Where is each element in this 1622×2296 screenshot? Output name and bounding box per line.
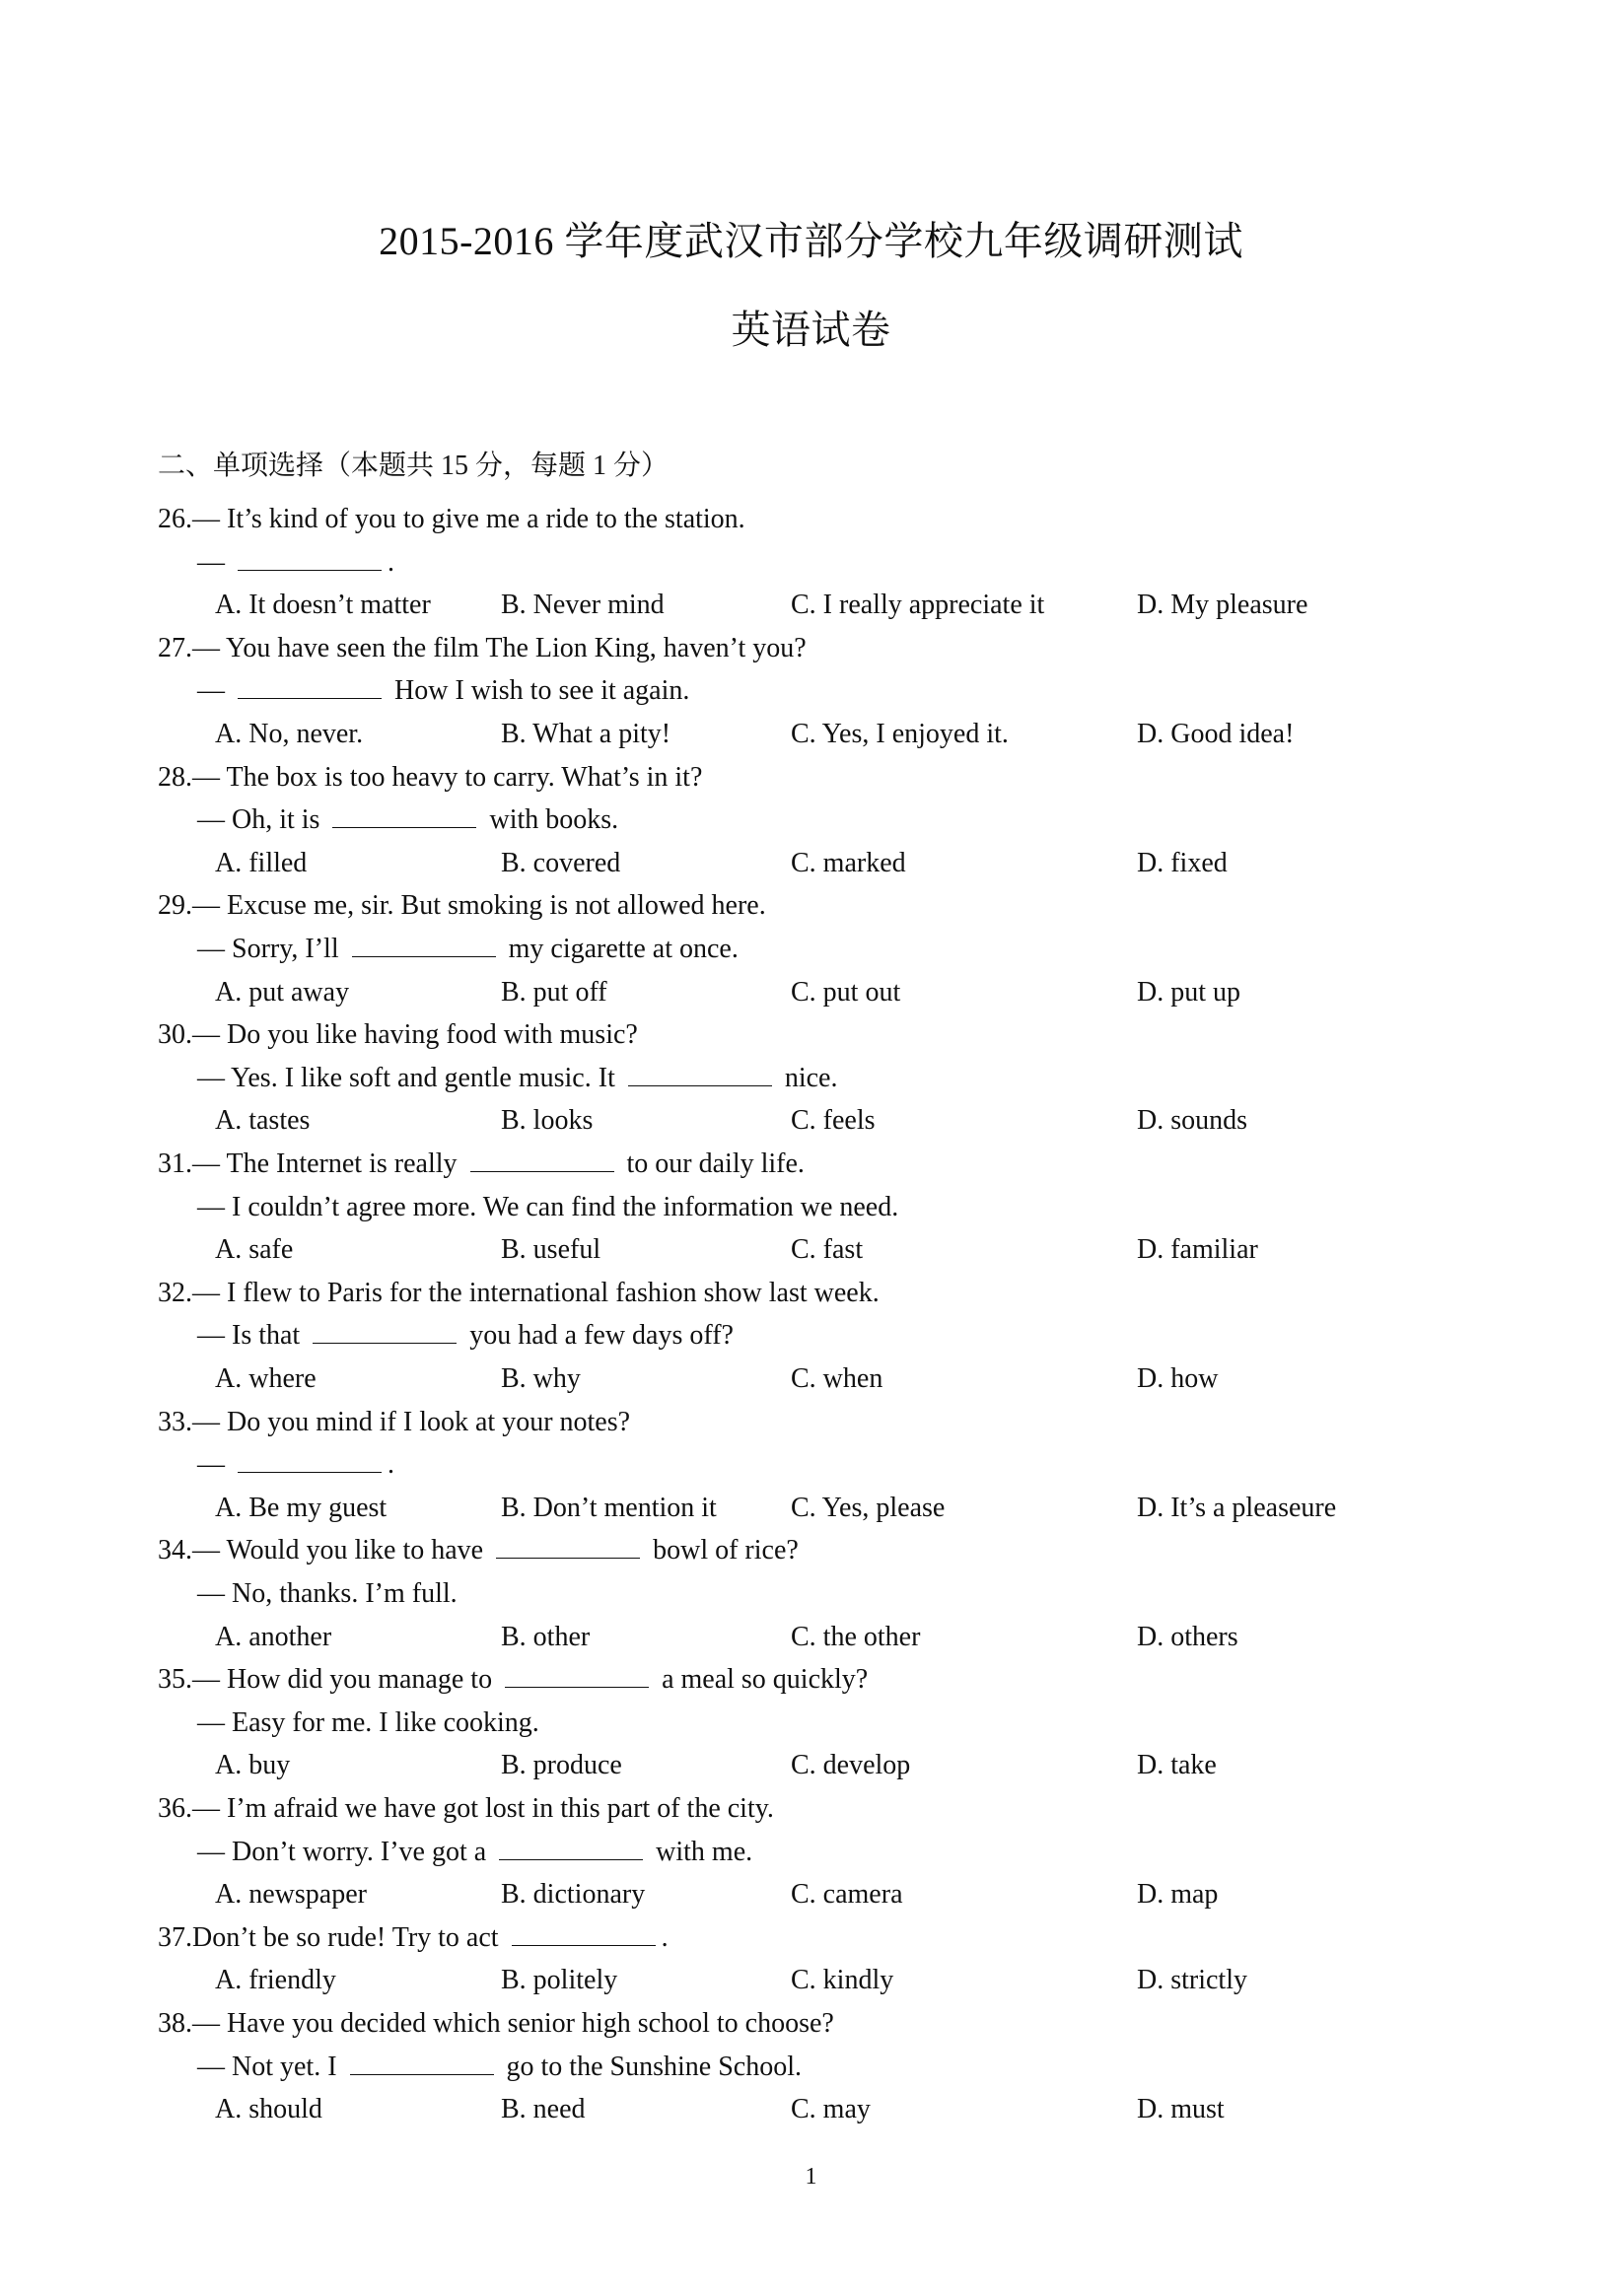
question-line (158, 1663, 868, 1697)
option-d: D. familiar (1137, 1234, 1258, 1266)
question-line (158, 1792, 774, 1826)
question-text: — How did you manage to (192, 1664, 500, 1696)
option-a: A. tastes (215, 1105, 311, 1137)
question-line (197, 1577, 458, 1611)
page-subtitle: 英语试卷 (731, 308, 891, 352)
option-b: B. Never mind (501, 590, 665, 621)
question-text: — (197, 546, 232, 578)
option-a: A. filled (215, 847, 308, 878)
option-a: A. It doesn’t matter (215, 590, 431, 621)
question-text: . (388, 1449, 394, 1481)
option-a: A. No, never. (215, 719, 364, 749)
question-text: — Do you mind if I look at your notes? (192, 1406, 631, 1437)
question-text: — Oh, it is (197, 804, 327, 836)
question-line (158, 1406, 630, 1439)
option-d: D. how (1137, 1363, 1219, 1394)
answer-blank (496, 1534, 640, 1559)
option-c: C. I really appreciate it (791, 590, 1045, 621)
option-c: C. when (791, 1363, 883, 1394)
option-a: A. friendly (215, 1965, 336, 1996)
option-b: B. Don’t mention it (501, 1492, 717, 1523)
question-text: go to the Sunshine School. (499, 2051, 802, 2082)
question-line (158, 761, 702, 795)
option-d: D. put up (1137, 976, 1240, 1008)
answer-blank (499, 1836, 643, 1860)
question-text: How I wish to see it again. (388, 675, 690, 707)
option-d: D. My pleasure (1137, 590, 1308, 621)
question-text: — The box is too heavy to carry. What’s in it? (192, 761, 703, 793)
option-a: A. buy (215, 1750, 291, 1781)
option-b: B. politely (501, 1965, 618, 1996)
question-text: . (661, 1921, 669, 1953)
question-number: 27. (158, 632, 192, 663)
question-number: 33. (158, 1406, 192, 1437)
question-text: — Don’t worry. I’ve got a (197, 1836, 494, 1867)
question-number: 37. (158, 1921, 192, 1953)
question-text: — It’s kind of you to give me a ride to the station. (192, 504, 745, 534)
question-text: Don’t be so rude! Try to act (192, 1921, 506, 1953)
question-text: — No, thanks. I’m full. (197, 1578, 458, 1609)
option-b: B. other (501, 1621, 591, 1652)
question-text: my cigarette at once. (501, 934, 739, 964)
question-text: — Is that (197, 1320, 308, 1352)
option-b: B. useful (501, 1234, 601, 1266)
answer-blank (238, 1448, 382, 1473)
question-number: 31. (158, 1148, 192, 1179)
question-text: — (197, 1449, 232, 1481)
option-c: C. Yes, I enjoyed it. (791, 719, 1009, 749)
question-text: — The Internet is really (192, 1148, 464, 1179)
option-b: B. What a pity! (501, 719, 671, 749)
question-number: 32. (158, 1277, 192, 1308)
question-number: 34. (158, 1535, 192, 1566)
option-a: A. another (215, 1621, 332, 1652)
question-line (197, 546, 394, 580)
question-line (158, 1534, 799, 1567)
question-number: 35. (158, 1664, 192, 1696)
question-text: with books. (482, 804, 619, 836)
answer-blank (238, 674, 382, 699)
option-d: D. fixed (1137, 847, 1228, 878)
question-text: — Do you like having food with music? (192, 1019, 638, 1051)
question-text: . (388, 546, 394, 578)
question-text: a meal so quickly? (655, 1664, 869, 1696)
question-text: nice. (777, 1062, 838, 1093)
option-c: C. kindly (791, 1965, 894, 1996)
option-a: A. where (215, 1363, 317, 1394)
question-line (197, 1191, 898, 1224)
option-a: A. newspaper (215, 1879, 367, 1911)
question-number: 26. (158, 504, 192, 534)
question-text: — Excuse me, sir. But smoking is not allowed here. (192, 890, 766, 922)
option-b: B. produce (501, 1750, 622, 1781)
question-line (158, 632, 807, 665)
option-b: B. looks (501, 1105, 594, 1137)
option-c: C. put out (791, 976, 901, 1008)
question-text: — You have seen the film The Lion King, haven’t you? (192, 632, 807, 663)
question-line (197, 933, 739, 966)
question-number: 28. (158, 761, 192, 793)
answer-blank (313, 1319, 457, 1344)
question-text: — I’m afraid we have got lost in this part of the city. (192, 1793, 774, 1824)
option-d: D. map (1137, 1879, 1219, 1911)
question-line (158, 503, 745, 536)
option-d: D. It’s a pleaseure (1137, 1492, 1337, 1523)
option-a: A. safe (215, 1234, 294, 1266)
question-line (158, 2007, 834, 2041)
question-text: — Easy for me. I like cooking. (197, 1706, 539, 1738)
option-a: A. should (215, 2094, 322, 2125)
option-c: C. fast (791, 1234, 864, 1266)
question-text: — I flew to Paris for the international fashion show last week. (192, 1277, 880, 1308)
question-text: — Yes. I like soft and gentle music. It (197, 1062, 622, 1093)
question-line (158, 889, 766, 923)
option-b: B. covered (501, 847, 621, 878)
option-c: C. feels (791, 1105, 876, 1137)
question-number: 30. (158, 1019, 192, 1051)
question-line (197, 674, 689, 708)
option-d: D. take (1137, 1750, 1217, 1781)
option-b: B. need (501, 2094, 586, 2125)
section-heading: 二、单项选择（本题共 15 分，每题 1 分） (158, 451, 670, 481)
option-c: C. may (791, 2094, 871, 2125)
option-a: A. Be my guest (215, 1492, 388, 1523)
question-text: — (197, 675, 232, 707)
question-line (197, 2051, 802, 2084)
option-d: D. Good idea! (1137, 719, 1295, 749)
question-text: to our daily life. (619, 1148, 805, 1179)
question-text: — Not yet. I (197, 2051, 344, 2082)
page-title: 2015-2016 学年度武汉市部分学校九年级调研测试 (379, 219, 1243, 263)
question-line (158, 1148, 805, 1181)
answer-blank (628, 1062, 772, 1086)
option-c: C. the other (791, 1621, 921, 1652)
option-c: C. marked (791, 847, 906, 878)
answer-blank (505, 1663, 649, 1688)
option-b: B. dictionary (501, 1879, 646, 1911)
question-number: 38. (158, 2008, 192, 2039)
answer-blank (350, 2051, 494, 2075)
question-number: 36. (158, 1793, 192, 1824)
question-line (197, 1062, 837, 1095)
question-text: — Would you like to have (192, 1535, 491, 1566)
question-line (197, 1319, 734, 1353)
question-text: bowl of rice? (646, 1535, 799, 1566)
question-text: — I couldn’t agree more. We can find the information we need. (197, 1191, 899, 1222)
question-line (197, 1836, 752, 1869)
option-c: C. camera (791, 1879, 903, 1911)
question-line (197, 1706, 539, 1740)
answer-blank (512, 1921, 656, 1946)
question-line (158, 1277, 880, 1310)
option-d: D. sounds (1137, 1105, 1248, 1137)
question-text: — Sorry, I’ll (197, 934, 346, 964)
question-line (197, 1448, 394, 1482)
answer-blank (352, 933, 496, 957)
option-b: B. why (501, 1363, 581, 1394)
answer-blank (470, 1148, 614, 1172)
option-d: D. others (1137, 1621, 1238, 1652)
option-b: B. put off (501, 976, 607, 1008)
question-text: — Have you decided which senior high school to choose? (192, 2008, 834, 2039)
question-text: with me. (649, 1836, 753, 1867)
question-text: you had a few days off? (462, 1320, 734, 1352)
page-number: 1 (805, 2164, 817, 2190)
option-c: C. Yes, please (791, 1492, 946, 1523)
option-a: A. put away (215, 976, 350, 1008)
question-line (158, 1018, 638, 1052)
option-d: D. must (1137, 2094, 1225, 2125)
answer-blank (332, 803, 476, 828)
question-line (197, 803, 618, 837)
option-d: D. strictly (1137, 1965, 1247, 1996)
option-c: C. develop (791, 1750, 911, 1781)
question-number: 29. (158, 890, 192, 922)
answer-blank (238, 546, 382, 571)
question-line (158, 1921, 669, 1955)
